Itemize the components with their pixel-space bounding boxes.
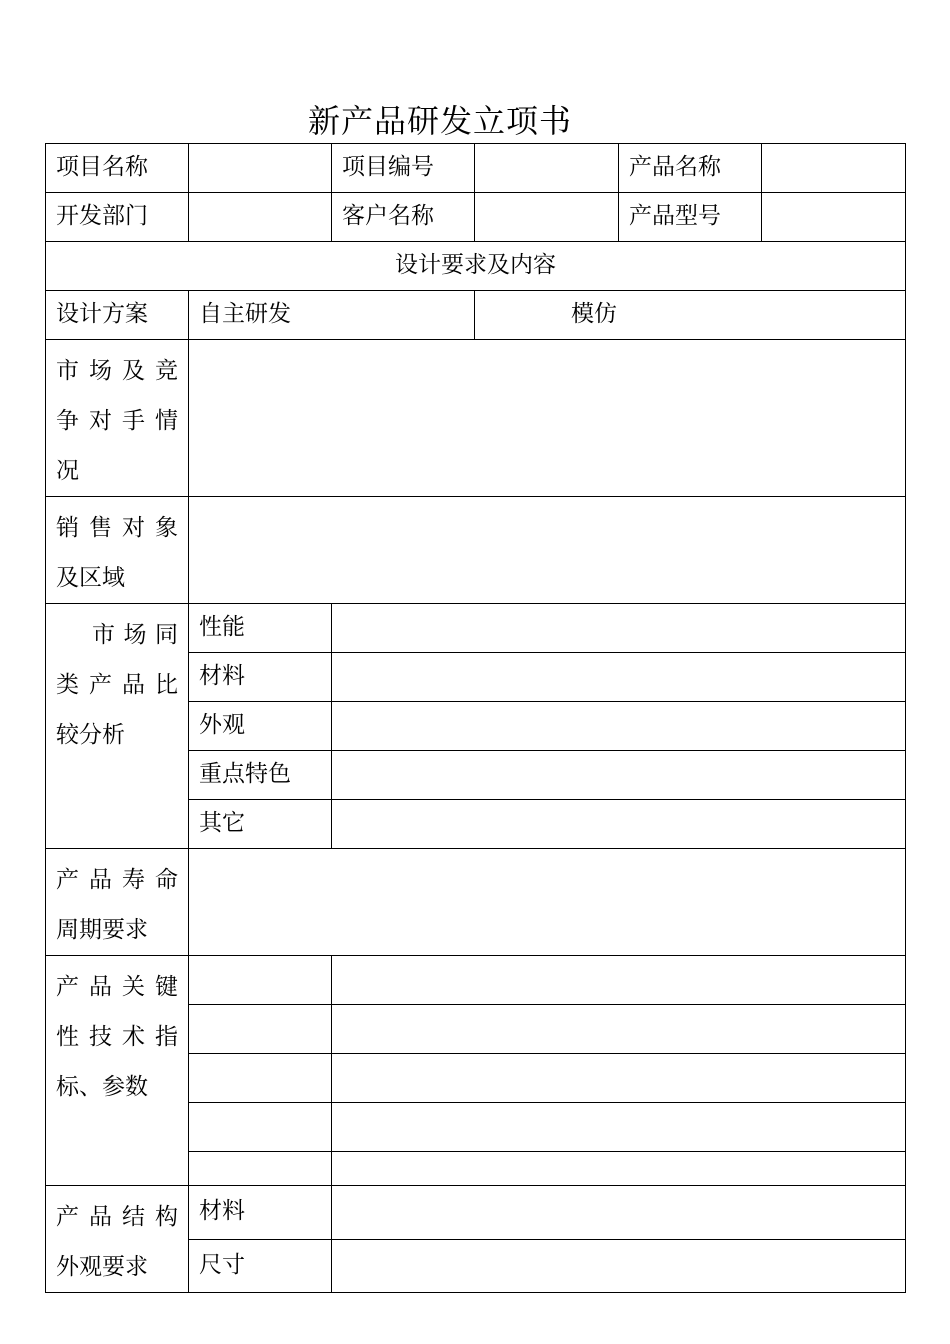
key-params-row-1: [46, 956, 906, 1005]
design-section-heading: 设计要求及内容: [46, 242, 906, 291]
lifecycle-field[interactable]: [189, 849, 906, 956]
market-competition-label-text: 市 场 及 竞 争 对 手 情 况: [56, 358, 178, 484]
option-imitation[interactable]: 模仿: [475, 291, 906, 340]
key-param-name-3[interactable]: [189, 1054, 332, 1103]
market-competition-label: [46, 340, 189, 497]
structure-item-material: 材料: [189, 1186, 332, 1240]
design-plan-label: 设计方案: [46, 291, 189, 340]
structure-field-material[interactable]: [332, 1186, 906, 1240]
comparison-field-features[interactable]: [332, 751, 906, 800]
product-model-field[interactable]: [762, 193, 906, 242]
comparison-label: [46, 604, 189, 849]
lifecycle-row: [46, 849, 906, 956]
design-heading-row: [46, 242, 906, 291]
structure-label: [46, 1186, 189, 1293]
comparison-label-text: 市 场 同 类 产 品 比 较分析: [56, 622, 178, 748]
comparison-item-appearance: 外观: [189, 702, 332, 751]
header-row-2: [46, 193, 906, 242]
product-model-label: 产品型号: [619, 193, 762, 242]
document-title: 新产品研发立项书: [307, 102, 572, 140]
sales-target-label: [46, 497, 189, 604]
project-name-field[interactable]: [189, 144, 332, 193]
sales-target-row: [46, 497, 906, 604]
comparison-field-performance[interactable]: [332, 604, 906, 653]
option-self-developed[interactable]: 自主研发: [189, 291, 475, 340]
key-params-label: [46, 956, 189, 1186]
project-name-label: 项目名称: [46, 144, 189, 193]
structure-item-size: 尺寸: [189, 1239, 332, 1293]
project-form-table: [45, 143, 906, 1293]
sales-target-label-text: 销 售 对 象 及区域: [56, 515, 178, 591]
product-name-field[interactable]: [762, 144, 906, 193]
comparison-item-performance: 性能: [189, 604, 332, 653]
comparison-field-appearance[interactable]: [332, 702, 906, 751]
department-label: 开发部门: [46, 193, 189, 242]
key-param-name-2[interactable]: [189, 1005, 332, 1054]
customer-name-field[interactable]: [475, 193, 619, 242]
lifecycle-label-text: 产 品 寿 命 周期要求: [56, 867, 178, 943]
structure-label-text: 产 品 结 构 外观要求: [56, 1204, 178, 1280]
comparison-row-performance: [46, 604, 906, 653]
project-number-label: 项目编号: [332, 144, 475, 193]
key-param-name-1[interactable]: [189, 956, 332, 1005]
customer-name-label: 客户名称: [332, 193, 475, 242]
comparison-item-features: 重点特色: [189, 751, 332, 800]
key-param-value-4[interactable]: [332, 1103, 906, 1152]
market-competition-row: [46, 340, 906, 497]
comparison-item-material: 材料: [189, 653, 332, 702]
comparison-field-other[interactable]: [332, 800, 906, 849]
key-param-value-1[interactable]: [332, 956, 906, 1005]
header-row-1: [46, 144, 906, 193]
comparison-item-other: 其它: [189, 800, 332, 849]
key-param-name-5[interactable]: [189, 1152, 332, 1186]
lifecycle-label: [46, 849, 189, 956]
key-param-name-4[interactable]: [189, 1103, 332, 1152]
sales-target-field[interactable]: [189, 497, 906, 604]
project-number-field[interactable]: [475, 144, 619, 193]
comparison-field-material[interactable]: [332, 653, 906, 702]
structure-row-material: [46, 1186, 906, 1240]
key-param-value-3[interactable]: [332, 1054, 906, 1103]
product-name-label: 产品名称: [619, 144, 762, 193]
market-competition-field[interactable]: [189, 340, 906, 497]
key-param-value-5[interactable]: [332, 1152, 906, 1186]
structure-field-size[interactable]: [332, 1239, 906, 1293]
design-plan-row: [46, 291, 906, 340]
department-field[interactable]: [189, 193, 332, 242]
key-param-value-2[interactable]: [332, 1005, 906, 1054]
key-params-label-text: 产 品 关 键 性 技 术 指 标、参数: [56, 974, 178, 1100]
